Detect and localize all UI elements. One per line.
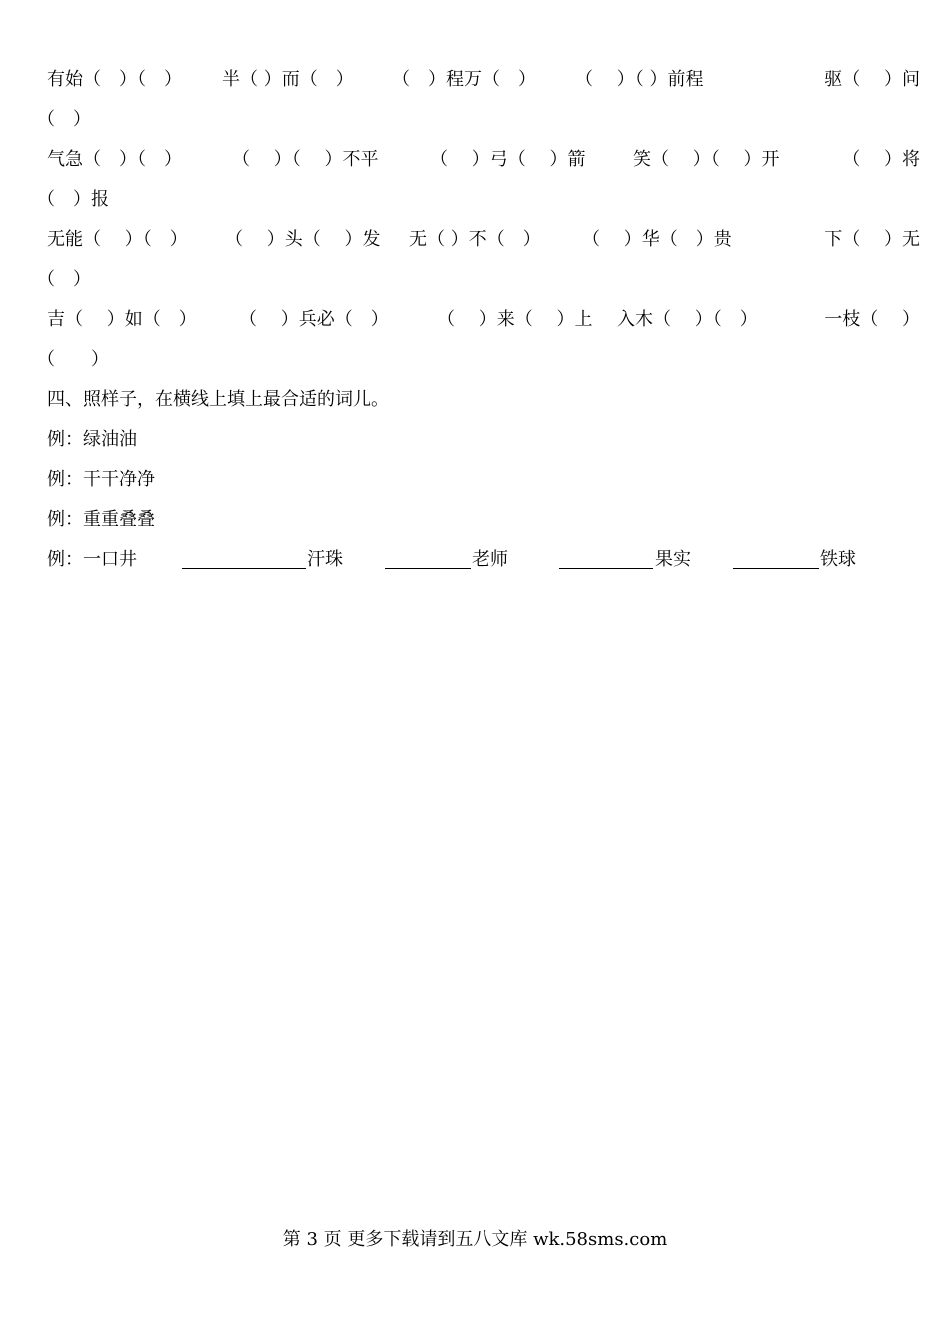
fill-word: 果实 xyxy=(655,549,691,570)
idiom-item: 气急（ ）（ ） xyxy=(47,149,182,170)
idiom-item-continued: （ ）报 xyxy=(37,189,109,210)
idiom-item-continued: （ ） xyxy=(37,349,109,370)
idiom-row-1 xyxy=(47,66,920,94)
idiom-item-continued: （ ） xyxy=(37,269,91,290)
example-text: 例：绿油油 xyxy=(47,429,137,450)
idiom-item: （ ）华（ ）贵 xyxy=(582,229,732,250)
fill-word: 老师 xyxy=(472,549,508,570)
idiom-row-3-wrap xyxy=(37,266,920,294)
idiom-item: 下（ ）无 xyxy=(824,229,920,250)
fill-word: 铁球 xyxy=(820,549,856,570)
idiom-item: （ ）（ ）前程 xyxy=(575,69,704,90)
section-heading-text: 四、照样子，在横线上填上最合适的词儿。 xyxy=(47,389,389,410)
example-text: 例：干干净净 xyxy=(47,469,155,490)
fill-blank[interactable] xyxy=(385,546,471,569)
example-line xyxy=(47,426,920,454)
idiom-item: 半（ ）而（ ） xyxy=(222,69,354,90)
fill-in-line xyxy=(47,546,920,574)
section-4-heading xyxy=(47,386,920,414)
idiom-item: （ ）将 xyxy=(842,149,920,170)
idiom-row-3 xyxy=(47,226,920,254)
idiom-row-4-wrap xyxy=(37,346,920,374)
idiom-item: （ ）头（ ）发 xyxy=(225,229,381,250)
idiom-item: （ ）兵必（ ） xyxy=(239,309,389,330)
idiom-item: （ ）弓（ ）箭 xyxy=(430,149,586,170)
idiom-item: （ ）来（ ）上 xyxy=(437,309,593,330)
example-line xyxy=(47,466,920,494)
idiom-item: 无能（ ）（ ） xyxy=(47,229,188,250)
idiom-row-4 xyxy=(47,306,920,334)
idiom-item: （ ）（ ）不平 xyxy=(232,149,379,170)
idiom-item: 笑（ ）（ ）开 xyxy=(633,149,780,170)
idiom-row-2-wrap xyxy=(37,186,920,214)
example-text: 例：重重叠叠 xyxy=(47,509,155,530)
fill-blank[interactable] xyxy=(559,546,653,569)
idiom-row-2 xyxy=(47,146,920,174)
idiom-item: 吉（ ）如（ ） xyxy=(47,309,197,330)
idiom-item: 有始（ ）（ ） xyxy=(47,69,182,90)
idiom-item: 驱（ ）问 xyxy=(824,69,920,90)
page-footer: 第 3 页 更多下载请到五八文库 wk.58sms.com xyxy=(282,1229,668,1250)
idiom-item: 入木（ ）（ ） xyxy=(617,309,758,330)
idiom-item: 无（ ）不（ ） xyxy=(409,229,541,250)
example-text: 例：一口井 xyxy=(47,549,137,570)
fill-blank[interactable] xyxy=(733,546,819,569)
idiom-item-continued: （ ） xyxy=(37,109,91,130)
idiom-item: （ ）程万（ ） xyxy=(392,69,536,90)
example-line xyxy=(47,506,920,534)
idiom-row-1-wrap xyxy=(37,106,920,134)
fill-word: 汗珠 xyxy=(307,549,343,570)
fill-blank[interactable] xyxy=(182,546,306,569)
idiom-item: 一枝（ ） xyxy=(824,309,920,330)
